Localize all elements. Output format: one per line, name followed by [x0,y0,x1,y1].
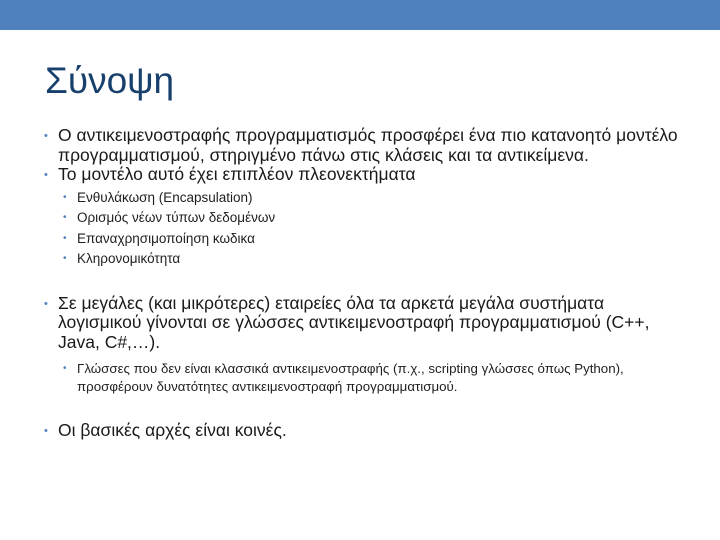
sub-bullet-text: Γλώσσες που δεν είναι κλασσικά αντικειμενοστραφής (π.χ., scripting γλώσσες όπως Python), προσφέρουν δυνατότητες αντικειμενοστραφή προγραμματισμού. [77,361,624,394]
slide-title: Σύνοψη [45,60,175,101]
sub-bullet-scripting-languages [63,360,684,396]
sub-bullet-data-types [63,208,684,229]
companies-sub-list [44,360,684,396]
bullet-icon: • [63,363,67,374]
bullet-icon: • [44,425,48,437]
bullet-common-principles [44,421,684,441]
top-accent-bar [0,0,720,30]
bullet-icon: • [44,169,48,181]
bullet-icon: • [63,212,67,223]
bullet-companies [44,294,684,353]
bullet-text: Το μοντέλο αυτό έχει επιπλέον πλεονεκτήματα [58,164,416,184]
bullet-oop-model [44,126,684,165]
sub-bullet-text: Επαναχρησιμοποίηση κωδικα [77,230,255,246]
bullet-icon: • [44,297,48,310]
bullet-advantages [44,165,684,185]
sub-bullet-text: Κληρονομικότητα [77,251,181,266]
bullet-icon: • [63,253,67,264]
bullet-icon: • [63,191,67,203]
sub-bullet-text: Ορισμός νέων τύπων δεδομένων [77,210,276,225]
bullet-icon: • [63,232,67,244]
bullet-icon: • [44,130,48,142]
sub-bullet-text: Ενθυλάκωση (Encapsulation) [77,189,253,205]
sub-bullet-inheritance [63,249,684,270]
sub-bullet-reuse [63,229,684,250]
bullet-text: Σε μεγάλες (και μικρότερες) εταιρείες όλα τα αρκετά μεγάλα συστήματα λογισμικού γίνονται σε γλώσσες αντικειμενοστραφή προγραμματισμού (C++, Java, C#,…). [58,292,650,352]
sub-bullet-encapsulation [63,188,684,209]
slide-content [44,126,684,441]
bullet-text: Οι βασικές αρχές είναι κοινές. [58,420,287,440]
bullet-text: Ο αντικειμενοστραφής προγραμματισμός προσφέρει ένα πιο κατανοητό μοντέλο προγραμματισμού, στηριγμένο πάνω στις κλάσεις και τα αντικείμενα. [58,125,678,165]
advantages-sub-list [44,188,684,270]
